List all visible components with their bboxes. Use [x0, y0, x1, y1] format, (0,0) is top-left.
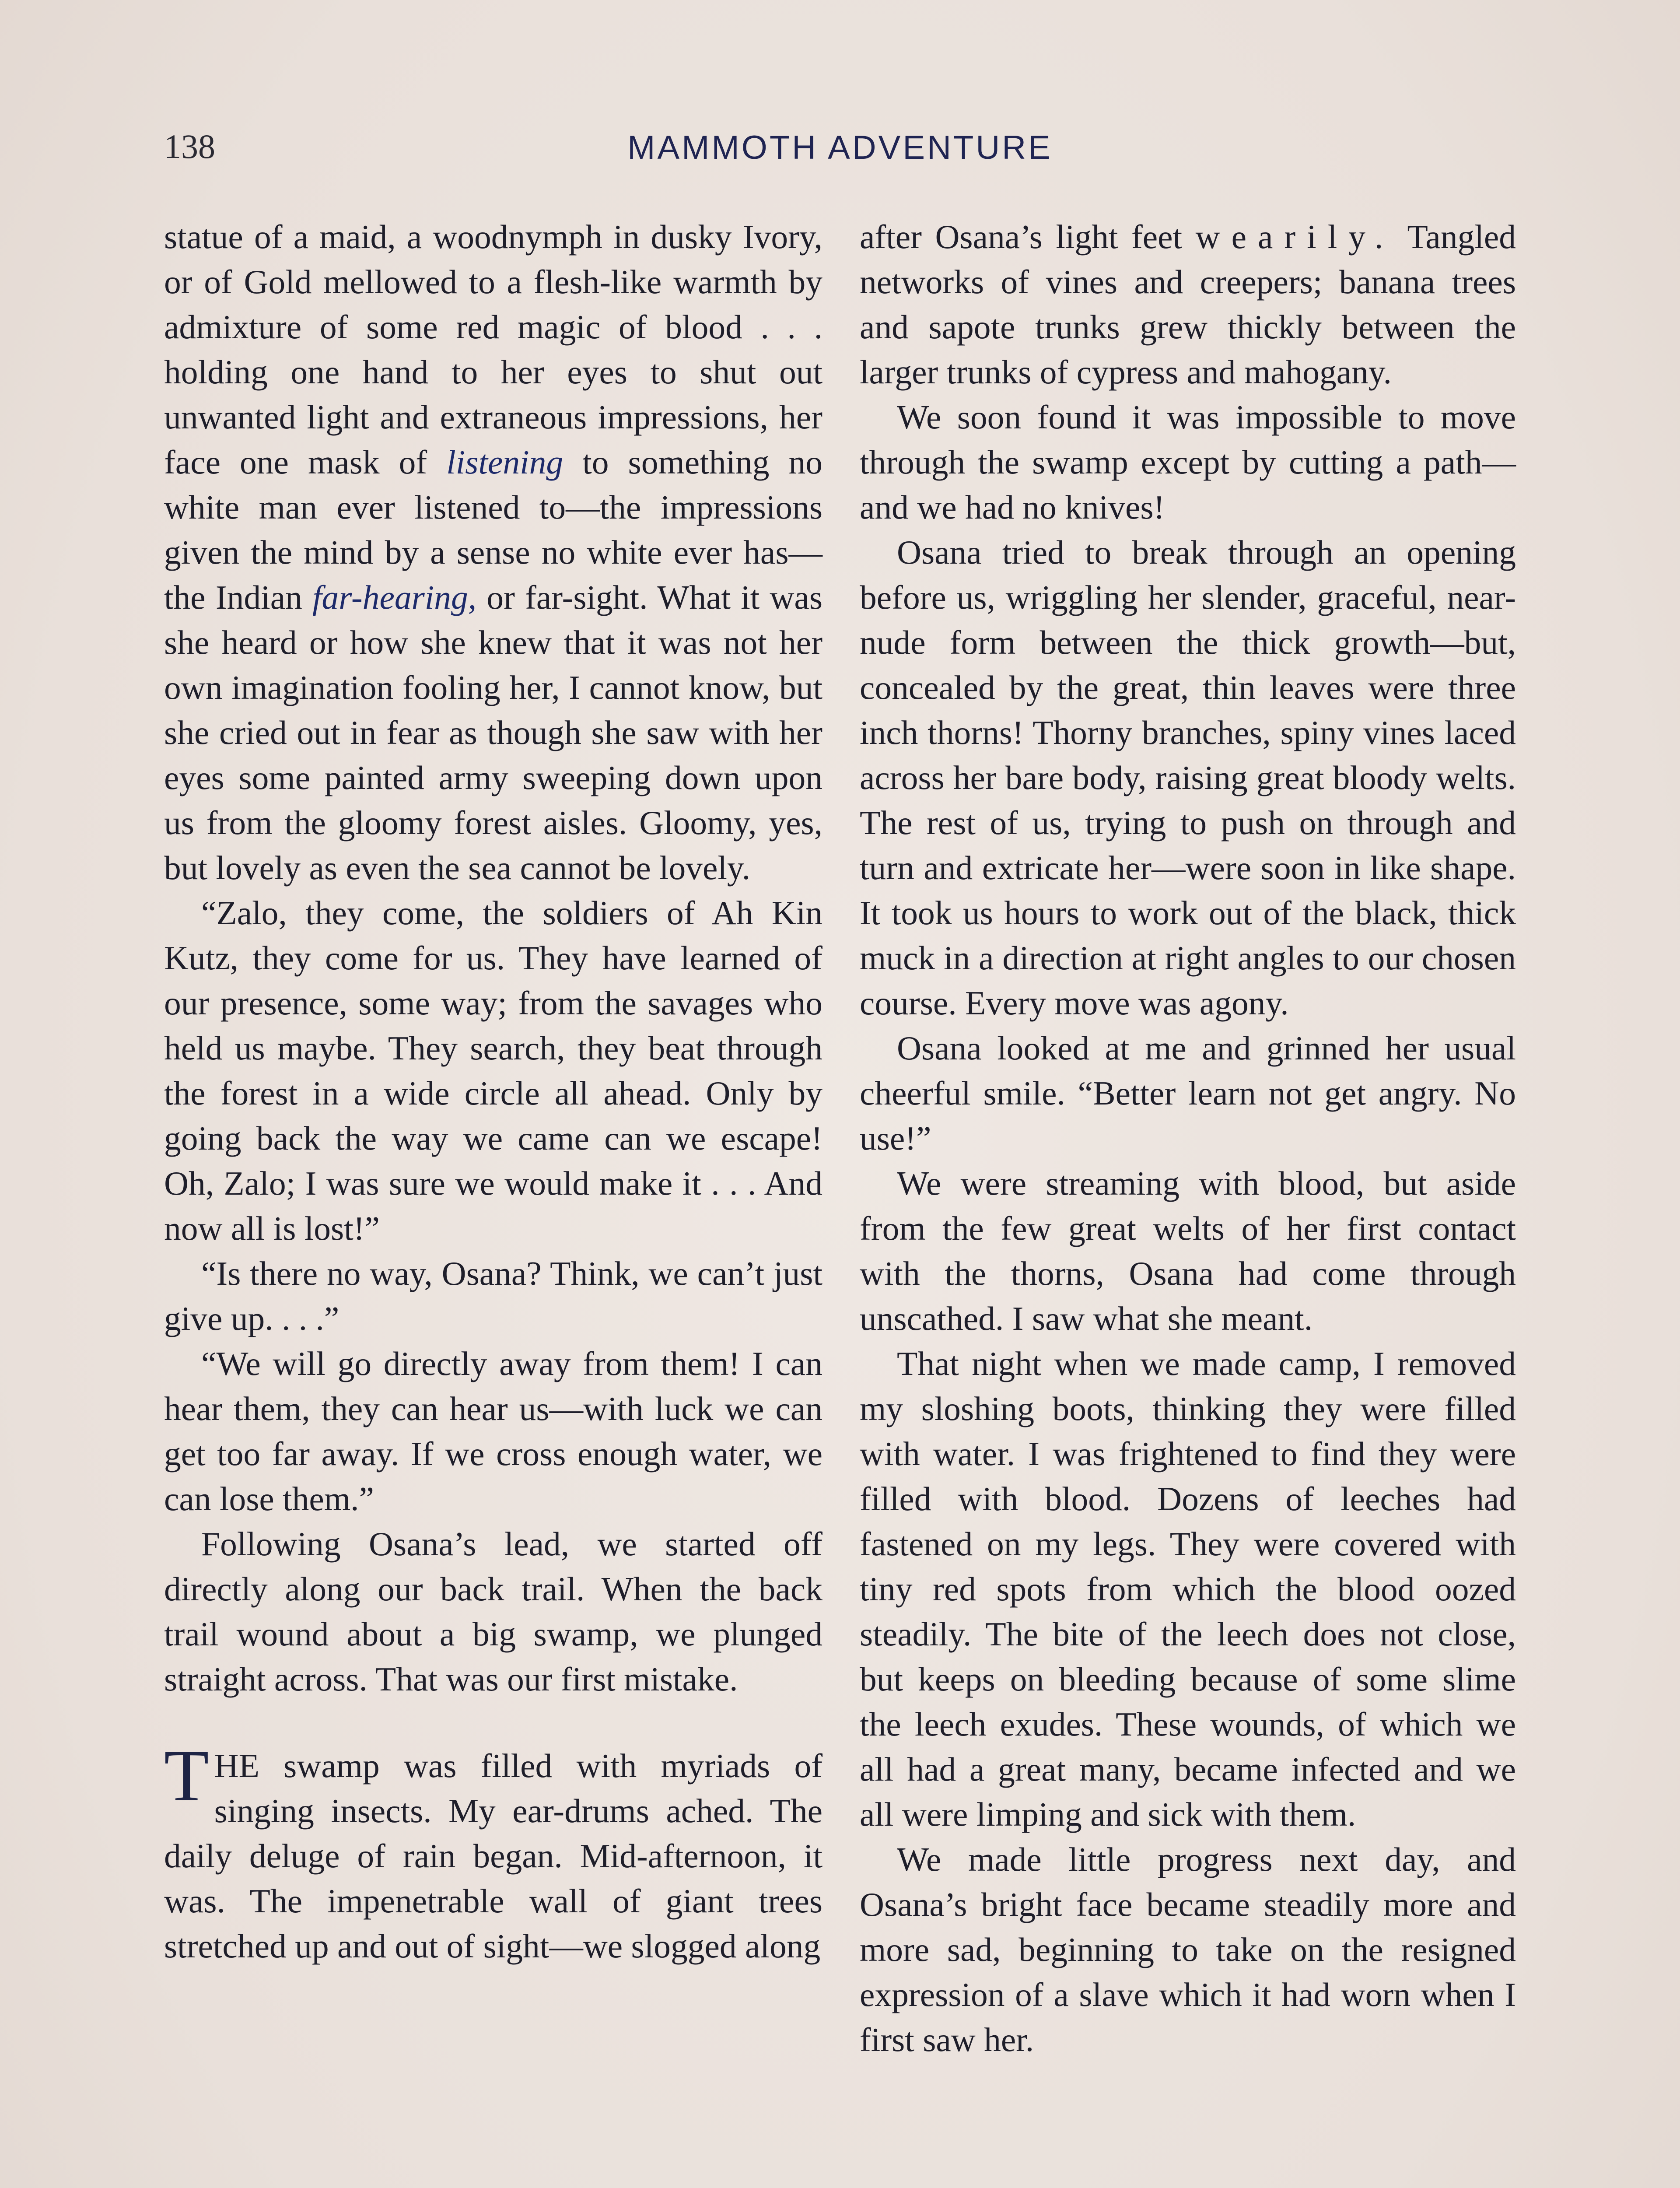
paragraph: after Osana’s light feet wearily. Tangled networks of vines and creepers; banana trees and sapote trunks grew thickly between the larger trunks of cypress and mahogany.	[860, 218, 1516, 391]
left-column	[164, 214, 822, 1969]
paragraph: “We will go directly away from them! I can hear them, they can hear us—with luck we can get too far away. If we cross enough water, we can lose them.”	[164, 1345, 822, 1518]
emphasis: far-hearing,	[312, 579, 477, 616]
page-header	[164, 127, 1516, 175]
right-column	[860, 214, 1516, 2062]
paragraph: Following Osana’s lead, we started off directly along our back trail. When the back trail wound about a big swamp, we plunged straight across. That was our first mistake.	[164, 1525, 822, 1698]
paragraph: Osana looked at me and grinned her usual cheerful smile. “Better learn not get angry. No use!”	[860, 1029, 1516, 1157]
paragraph: We were streaming with blood, but aside from the few great welts of her first contact with the thorns, Osana had come through unscathed. I saw what she meant.	[860, 1164, 1516, 1337]
paragraph: We made little progress next day, and Osana’s bright face became steadily more and more sad, beginning to take on the resigned expression of a slave which it had worn when I first saw her.	[860, 1841, 1516, 2058]
paragraph: That night when we made camp, I removed my sloshing boots, thinking they were filled with water. I was frightened to find they were filled with blood. Dozens of leeches had fastened on my legs. They were covered with tiny red spots from which the blood oozed steadily. The bite of the leech does not close, but keeps on bleeding because of some slime the leech exudes. These wounds, of which we all had a great many, became infected and we all were limping and sick with them.	[860, 1345, 1516, 1833]
paragraph: Osana tried to break through an opening before us, wriggling her slender, graceful, near-nude form between the thick growth—but, concealed by the great, thin leaves were three inch thorns! Thorny branches, spiny vines laced across her bare body, raising great bloody welts. The rest of us, trying to push on through and turn and extricate her—were soon in like shape. It took us hours to work out of the black, thick muck in a direction at right angles to our chosen course. Every move was agony.	[860, 533, 1516, 1022]
paragraph: statue of a maid, a woodnymph in dusky Ivory, or of Gold mellowed to a flesh-like warmth by admixture of some red magic of blood . . . holding one hand to her eyes to shut out unwanted light and extraneous impressions, her face one mask of listening to something no white man ever listened to—the impressions given the mind by a sense no white ever has—the Indian far-hearing, or far-sight. What it was she heard or how she knew that it was not her own imagination fooling her, I cannot know, but she cried out in fear as though she saw with her eyes some painted army sweeping down upon us from the gloomy forest aisles. Gloomy, yes, but lovely as even the sea cannot be lovely.	[164, 218, 822, 887]
paragraph: “Zalo, they come, the soldiers of Ah Kin Kutz, they come for us. They have learned of our presence, some way; from the savages who held us maybe. They search, they beat through the forest in a wide circle all ahead. Only by going back the way we came can we escape! Oh, Zalo; I was sure we would make it . . . And now all is lost!”	[164, 894, 822, 1247]
letterspaced-word: wearily.	[1195, 218, 1395, 256]
paragraph: We soon found it was impossible to move through the swamp except by cutting a path—and we had no knives!	[860, 398, 1516, 526]
emphasis: listening	[446, 443, 564, 481]
drop-cap: T	[164, 1735, 209, 1816]
page-number: 138	[164, 127, 215, 165]
section-paragraph: THE swamp was filled with myriads of singing insects. My ear-drums ached. The daily deluge of rain began. Mid-afternoon, it was. The impenetrable wall of giant trees stretched up and out of sight—we slogged along	[164, 1735, 822, 1965]
paragraph: “Is there no way, Osana? Think, we can’t just give up. . . .”	[164, 1255, 822, 1337]
running-title: MAMMOTH ADVENTURE	[627, 129, 1053, 166]
